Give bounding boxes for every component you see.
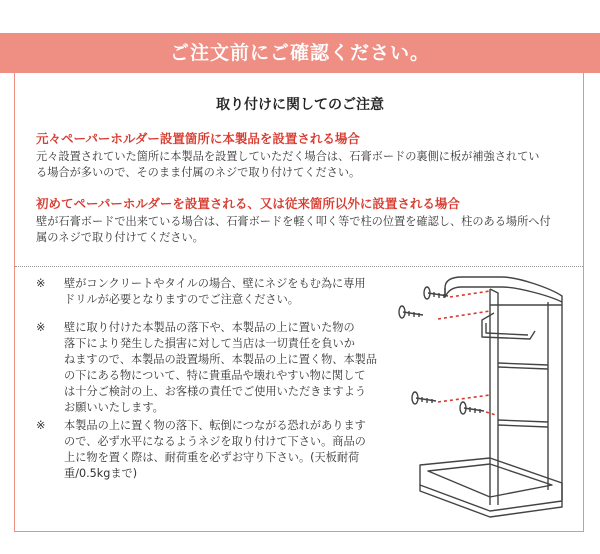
- section-title: 取り付けに関してのご注意: [216, 97, 384, 113]
- case-1-body: 元々設置されていた箇所に本製品を設置していただく場合は、石膏ボードの裏側に板が補強されてい る場合が多いので、そのまま付属のネジで取り付けてください。: [36, 150, 540, 179]
- screw-icon: [399, 306, 423, 318]
- screw-guide-line: [438, 395, 490, 402]
- note-mark: ※: [36, 321, 46, 334]
- paper-holder-illustration: [390, 275, 580, 525]
- page-header: ご注文前にご確認ください。: [0, 33, 600, 73]
- case-2-heading: 初めてペーパーホルダーを設置される、又は従来箇所以外に設置される場合: [36, 196, 460, 211]
- screw-guide-line: [486, 412, 496, 415]
- note-text: 壁がコンクリートやタイルの場合、壁にネジをもむ為に専用 ドリルが必要となりますのでご注意ください。: [64, 277, 366, 306]
- section-divider: [15, 266, 583, 267]
- note-text: 本製品の上に置く物の落下、転倒につながる恐れがあります ので、必ず水平になるようネジを取り付けて下さい。商品の 上に物を置く際は、耐荷重を必ずお守り下さい。(天板耐荷 重/0.5kgまで): [64, 419, 366, 480]
- case-1-heading: 元々ペーパーホルダー設置箇所に本製品を設置される場合: [36, 131, 360, 146]
- note-mark: ※: [36, 419, 46, 432]
- note-mark: ※: [36, 277, 46, 290]
- case-2-body: 壁が石膏ボードで出来ている場合は、石膏ボードを軽く叩く等で柱の位置を確認し、柱のある場所へ付 属のネジで取り付けてください。: [36, 215, 551, 244]
- screw-icon: [460, 402, 484, 414]
- screw-icon: [412, 392, 436, 404]
- screw-guide-line: [438, 311, 490, 319]
- note-text: 壁に取り付けた本製品の落下や、本製品の上に置いた物の 落下により発生した損害に対して当店は一切責任を負いか ねますので、本製品の設置場所、本製品の上に置く物、本製品 の下にある物について、特に貴重品や壊れやすい物に関して は十分ご検討の上、お客様の責任でご使用いただきますよう お願いいたします。: [64, 321, 378, 414]
- screw-guide-line: [450, 291, 490, 297]
- base-tray: [420, 458, 562, 511]
- top-shelf: [445, 277, 562, 302]
